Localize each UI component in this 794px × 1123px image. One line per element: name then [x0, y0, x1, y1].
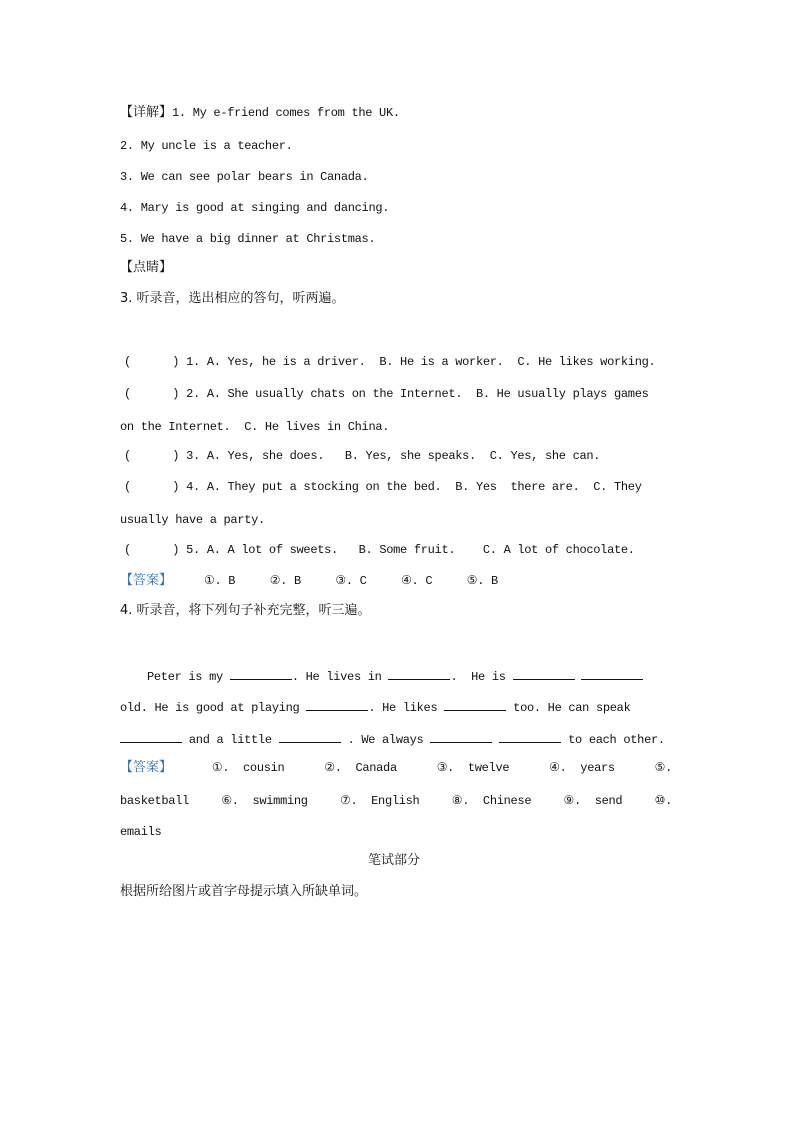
detail-line-1 [120, 105, 400, 121]
text: to each other. [561, 733, 665, 747]
blank [230, 668, 292, 680]
detail-line-3: 3. We can see polar bears in Canada. [120, 170, 369, 184]
detail-text: 1. My e-friend comes from the UK. [172, 106, 400, 120]
answer: ②. Canada [324, 761, 397, 775]
q3-item-2-cont: on the Internet. C. He lives in China. [120, 420, 390, 434]
text: too. He can speak [506, 701, 631, 715]
answer: ⑨. send [563, 794, 623, 808]
answer: ③. twelve [436, 761, 510, 775]
q4-answers-row-2 [120, 793, 672, 809]
q4-title: 4. 听录音，将下列句子补充完整，听三遍。 [120, 603, 371, 618]
q3-item-3: ( ) 3. A. Yes, she does. B. Yes, she speaks. C. Yes, she can. [124, 449, 601, 463]
q4-line-3 [120, 731, 665, 748]
text: . We always [340, 733, 431, 747]
text: old. He is good at playing [120, 701, 307, 715]
answer: ⑧. Chinese [451, 794, 532, 808]
answer: ⑩. [654, 794, 672, 808]
detail-line-4: 4. Mary is good at singing and dancing. [120, 201, 390, 215]
answer: ⑤. B [466, 574, 498, 588]
answer-label: 【答案】 [120, 573, 173, 588]
answer: ④. years [549, 761, 615, 775]
blank [581, 668, 643, 680]
answer: ⑤. [654, 761, 672, 775]
answer: ④. C [401, 574, 433, 588]
section-instruction: 根据所给图片或首字母提示填入所缺单词。 [120, 884, 368, 899]
q4-answers-row-1 [120, 760, 672, 776]
q4-answers-row-3: emails [120, 825, 162, 839]
answer: ①. B [204, 574, 236, 588]
text: . He lives in [291, 670, 389, 684]
answer-label: 【答案】 [120, 760, 173, 775]
q3-answers [120, 573, 498, 589]
blank [444, 699, 506, 711]
q3-item-4-cont: usually have a party. [120, 513, 265, 527]
blank [430, 731, 492, 743]
text: and a little [182, 733, 279, 747]
blank [306, 699, 368, 711]
section-heading: 笔试部分 [368, 853, 421, 868]
text: . He is [450, 670, 513, 684]
q3-item-4: ( ) 4. A. They put a stocking on the bed. B. Yes there are. C. They [124, 480, 642, 494]
answer: ①. cousin [211, 761, 285, 775]
q4-line-1 [147, 668, 643, 685]
q4-line-2 [120, 699, 631, 716]
answer: ②. B [269, 574, 301, 588]
answer: ③. C [335, 574, 367, 588]
q3-item-2: ( ) 2. A. She usually chats on the Internet. B. He usually plays games [124, 387, 649, 401]
tip-label: 【点睛】 [120, 260, 173, 275]
text: . He likes [368, 701, 445, 715]
q3-title: 3. 听录音，选出相应的答句，听两遍。 [120, 291, 345, 306]
answer: basketball [120, 794, 190, 808]
blank [513, 668, 575, 680]
answer: ⑦. English [339, 794, 420, 808]
detail-label: 【详解】 [120, 105, 173, 120]
q3-item-1: ( ) 1. A. Yes, he is a driver. B. He is a worker. C. He likes working. [124, 355, 656, 369]
detail-line-5: 5. We have a big dinner at Christmas. [120, 232, 376, 246]
blank [499, 731, 561, 743]
blank [279, 731, 341, 743]
answer: ⑥. swimming [221, 794, 308, 808]
text: Peter is my [147, 670, 230, 684]
q3-item-5: ( ) 5. A. A lot of sweets. B. Some fruit. C. A lot of chocolate. [124, 543, 635, 557]
blank [120, 731, 182, 743]
blank [388, 668, 450, 680]
detail-line-2: 2. My uncle is a teacher. [120, 139, 293, 153]
